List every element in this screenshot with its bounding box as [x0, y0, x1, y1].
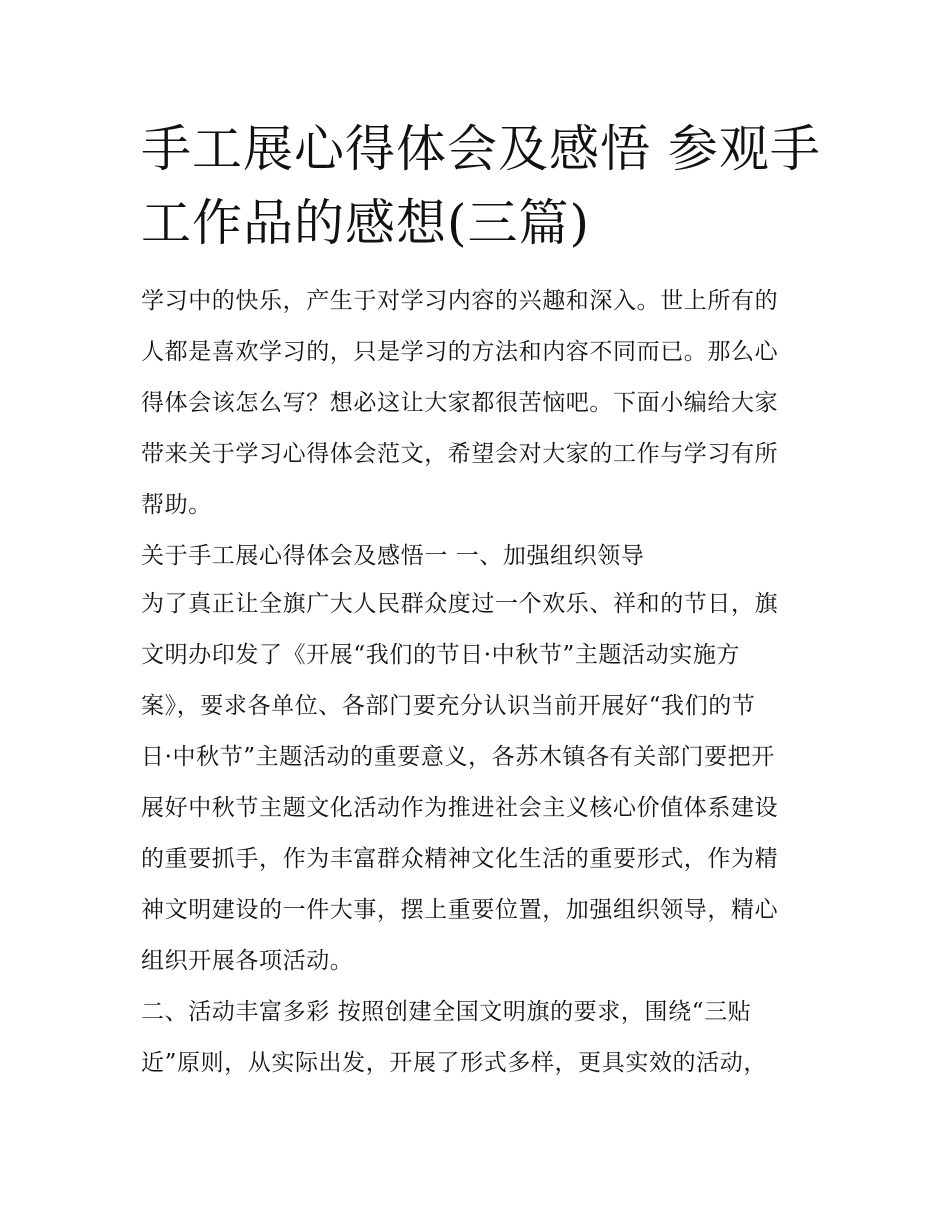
body-line: 日·中秋节”主题活动的重要意义，各苏木镇各有关部门要把开	[141, 744, 775, 770]
title-line-1: 手工展心得体会及感悟 参观手	[141, 120, 821, 178]
body-line: 帮助。	[141, 492, 212, 518]
section-heading-line: 关于手工展心得体会及感悟一 一、加强组织领导	[141, 543, 645, 569]
body-line: 组织开展各项活动。	[141, 948, 354, 974]
body-line: 神文明建设的一件大事，摆上重要位置，加强组织领导，精心	[141, 897, 779, 923]
body-line: 得体会该怎么写？想必这让大家都很苦恼吧。下面小编给大家	[141, 390, 779, 416]
body-line: 学习中的快乐，产生于对学习内容的兴趣和深入。世上所有的	[141, 288, 779, 314]
body-line: 案》，要求各单位、各部门要充分认识当前开展好“我们的节	[141, 693, 756, 719]
body-line: 近”原则，从实际出发，开展了形式多样，更具实效的活动，	[141, 1050, 767, 1076]
document-body	[141, 276, 816, 1089]
body-line: 文明办印发了《开展“我们的节日·中秋节”主题活动实施方	[141, 642, 741, 668]
body-line: 为了真正让全旗广大人民群众度过一个欢乐、祥和的节日，旗	[141, 591, 779, 617]
body-line: 带来关于学习心得体会范文，希望会对大家的工作与学习有所	[141, 441, 779, 467]
body-line: 人都是喜欢学习的，只是学习的方法和内容不同而已。那么心	[141, 339, 779, 365]
title-line-2: 工作品的感想(三篇)	[141, 194, 591, 252]
document-title	[141, 112, 821, 260]
body-line: 的重要抓手，作为丰富群众精神文化生活的重要形式，作为精	[141, 846, 779, 872]
body-line: 二、活动丰富多彩 按照创建全国文明旗的要求，围绕“三贴	[141, 999, 752, 1025]
body-line: 展好中秋节主题文化活动作为推进社会主义核心价值体系建设	[141, 795, 779, 821]
